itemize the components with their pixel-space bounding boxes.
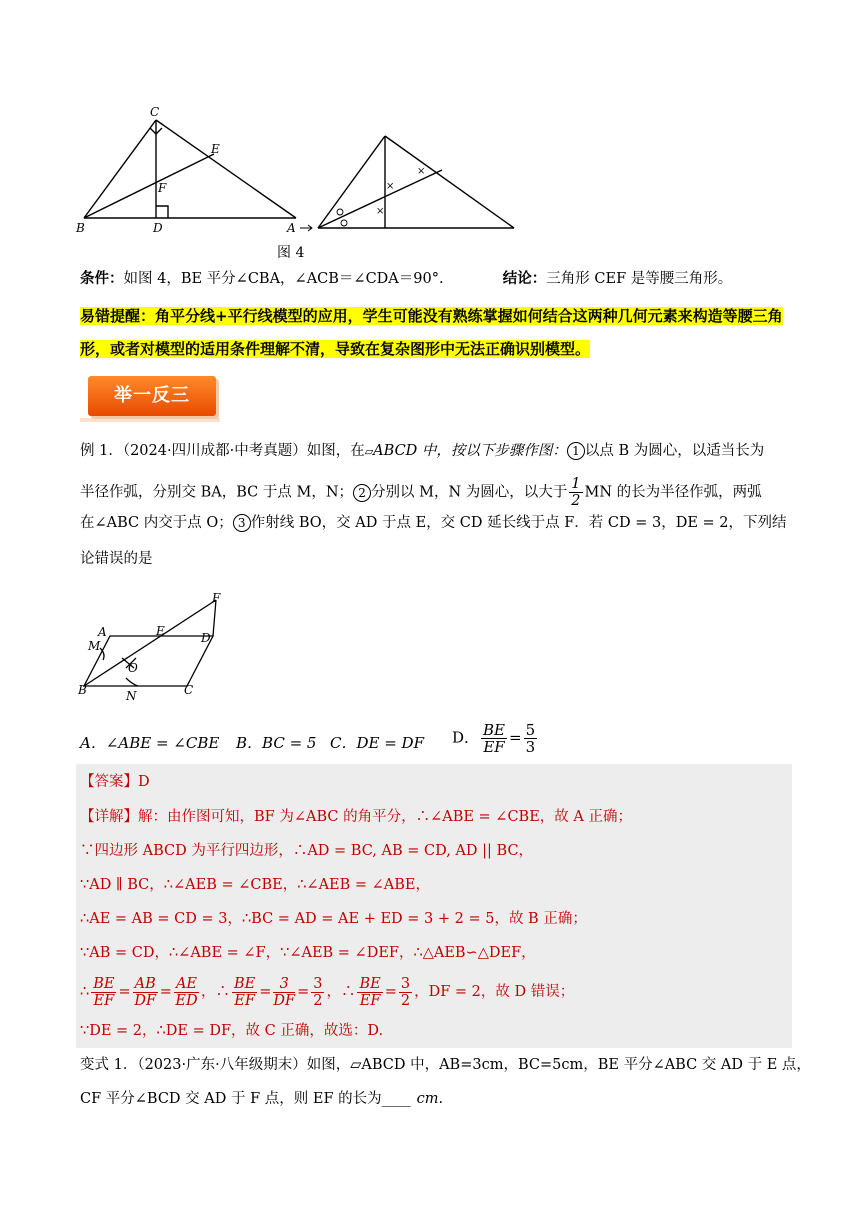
step-3-marker: 3 xyxy=(233,514,251,532)
conclusion-text: 三角形 CEF 是等腰三角形。 xyxy=(546,271,733,287)
label-O: O xyxy=(128,661,138,675)
detail-line-7: ∵DE = 2，∴DE = DF，故 C 正确，故选：D. xyxy=(80,1023,384,1039)
label-E: E xyxy=(211,142,220,156)
variant1-line-1: 变式 1．（2023·广东·八年级期末）如图，▱ABCD 中，AB=3cm，BC=5cm，BE 平分∠ABC 交 AD 于 E 点， xyxy=(80,1057,811,1073)
example1-line-1: 例 1．（2024·四川成都·中考真题）如图，在▱ABCD 中，按以下步骤作图： 1 以点 B 为圆心，以适当长为 xyxy=(80,443,765,459)
detail-line-4: ∴AE = AB = CD = 3，∴BC = AD = AE + ED = 3 + 2 = 5，故 B 正确； xyxy=(80,911,587,927)
example1-line-3: 在∠ABC 内交于点 O； 3 作射线 BO，交 AD 于点 E，交 CD 延长线于点 F．若 CD = 3，DE = 2，下列结 xyxy=(80,515,787,531)
svg-text:×: × xyxy=(386,181,395,192)
label-A: A xyxy=(98,625,107,639)
label-C: C xyxy=(150,105,160,119)
conclusion-label: 结论： xyxy=(502,270,547,287)
example1-line-4: 论错误的是 xyxy=(80,551,153,567)
warning-line-1: 易错提醒：角平分线+平行线模型的应用，学生可能没有熟练掌握如何结合这两种几何元素来构造等腰三角 xyxy=(80,307,783,325)
option-b[interactable]: B．BC = 5 xyxy=(236,734,317,752)
figure4-caption: 图 4 xyxy=(277,245,305,261)
step-1-marker: 1 xyxy=(567,442,585,460)
half-fraction: $\frac{1}{2}$ xyxy=(571,476,581,509)
condition-line xyxy=(80,268,798,290)
option-d[interactable]: D． $\frac{BE}{EF}$ = $\frac{5}{3}$ xyxy=(452,721,536,756)
detail-line-6: ∴ $\frac{BE}{EF}$ = $\frac{AB}{DF}$ = $\frac{AE}{ED}$ ，∴ $\frac{BE}{EF}$ = $\frac{3}{DF}$ = $\frac{3}{2}$ ，∴ $\frac{BE}{EF}$ = $\frac{3}{2}$ ，DF = 2，故 D 错误； xyxy=(80,975,575,1009)
label-N: N xyxy=(126,689,137,702)
label-D: D xyxy=(153,221,163,235)
condition-text: 如图 4，BE 平分∠CBA，∠ACB＝∠CDA＝90°. xyxy=(123,271,444,287)
detail-line-5: ∵AB = CD，∴∠ABE = ∠F，∵∠AEB = ∠DEF，∴△AEB∽△DEF， xyxy=(80,945,536,961)
label-D: D xyxy=(201,631,211,645)
parallelogram-figure xyxy=(76,590,236,702)
detail-line-1: 【详解】解：由作图可知，BF 为∠ABC 的角平分，∴∠ABE = ∠CBE，故 A 正确； xyxy=(80,809,632,825)
label-F: F xyxy=(212,591,221,605)
answer-blank[interactable]: ____ xyxy=(381,1091,411,1107)
label-F: F xyxy=(158,181,167,195)
label-B: B xyxy=(78,683,87,697)
step-2-marker: 2 xyxy=(353,484,371,502)
label-E: E xyxy=(156,624,165,638)
label-M: M xyxy=(88,639,101,653)
label-A: A xyxy=(287,221,296,235)
condition-label: 条件： xyxy=(80,270,124,287)
warning-line-2: 形，或者对模型的适用条件理解不清，导致在复杂图形中无法正确识别模型。 xyxy=(80,340,591,358)
detail-line-3: ∵AD ∥ BC，∴∠AEB = ∠CBE，∴∠AEB = ∠ABE， xyxy=(80,877,431,893)
badge-underline xyxy=(80,418,220,422)
label-C: C xyxy=(184,683,194,697)
variant1-line-2: CF 平分∠BCD 交 AD 于 F 点，则 EF 的长为____ cm. xyxy=(80,1091,444,1107)
figure4-triangle xyxy=(74,100,314,240)
detail-line-2: ∵四边形 ABCD 为平行四边形，∴AD = BC, AB = CD, AD || BC， xyxy=(80,843,534,859)
option-a[interactable]: A．∠ABE = ∠CBE xyxy=(80,734,220,752)
figure4-annotated-triangle xyxy=(310,128,520,234)
svg-text:×: × xyxy=(376,206,385,217)
svg-text:×: × xyxy=(417,166,426,177)
option-c[interactable]: C．DE = DF xyxy=(330,734,424,752)
example1-line-2: 半径作弧，分别交 BA，BC 于点 M，N； 2 分别以 M，N 为圆心，以大于 $\frac{1}{2}$ MN 的长为半径作弧，两弧 xyxy=(80,476,762,509)
label-B: B xyxy=(76,221,85,235)
section-badge: 举一反三 xyxy=(88,376,216,416)
answer-line: 【答案】D xyxy=(80,774,150,790)
